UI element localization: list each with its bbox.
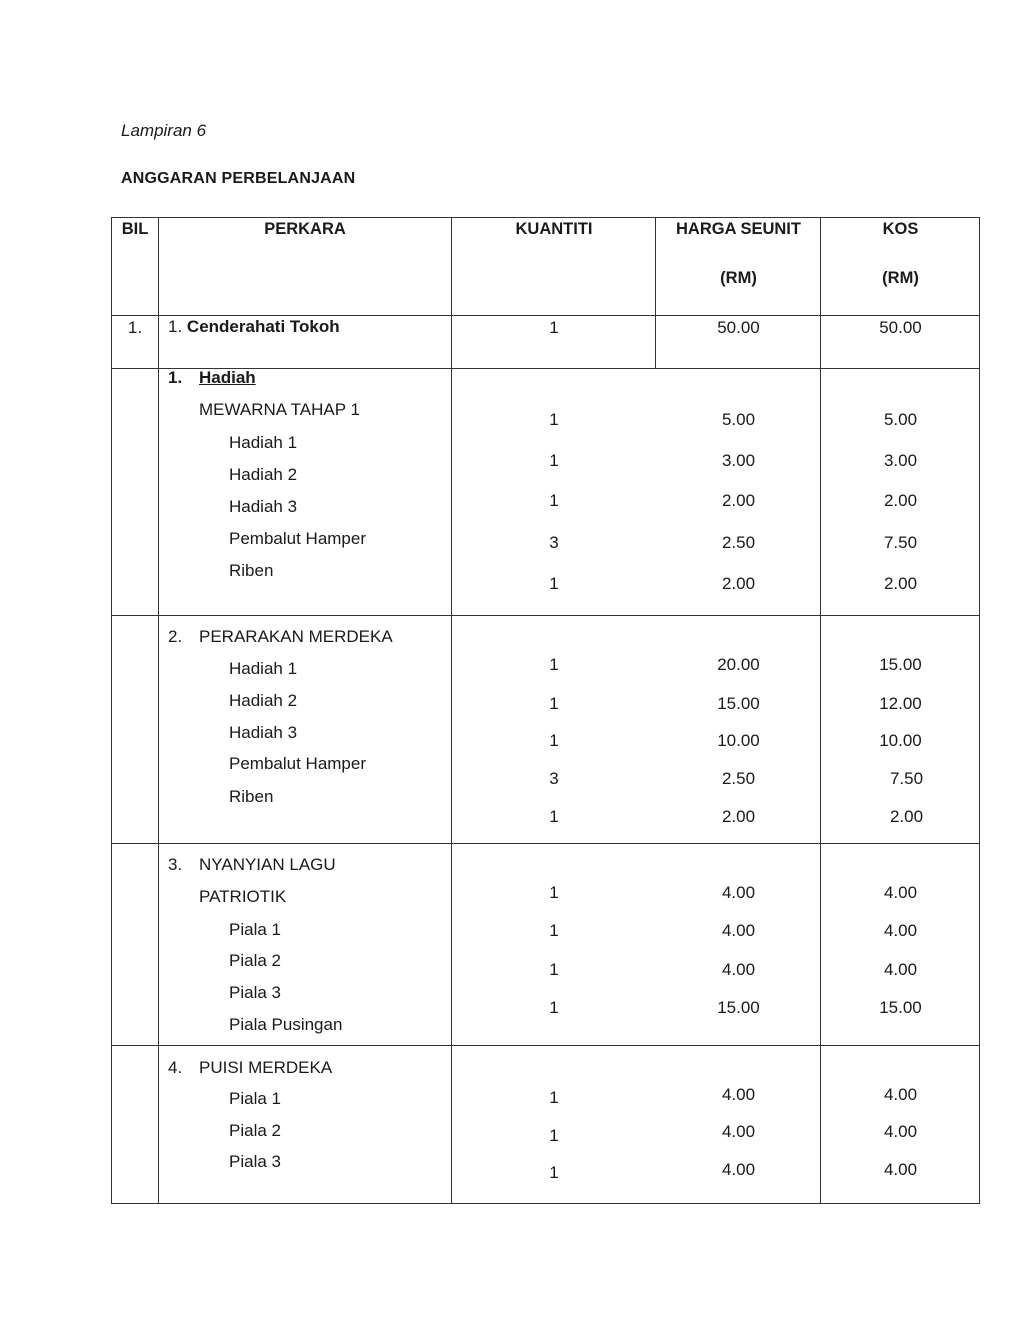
section-price: 2.00: [721, 491, 756, 510]
section-qty: 1: [549, 807, 559, 826]
section-qty: 1: [549, 998, 559, 1017]
row-qty: 1: [549, 318, 559, 337]
section-qty: 1: [549, 574, 559, 593]
appendix-label: Lampiran 6: [121, 121, 207, 140]
page-title: ANGGARAN PERBELANJAAN: [121, 170, 356, 187]
section-item: Riben: [229, 787, 274, 806]
row-divider: [111, 315, 980, 316]
section-price: 2.50: [721, 769, 756, 788]
section-cost: 4.00: [883, 1160, 918, 1179]
section-qty: 1: [549, 731, 559, 750]
section-cost: 7.50: [889, 769, 924, 788]
section-item: Piala Pusingan: [229, 1015, 343, 1034]
section-number: 2.: [168, 627, 183, 646]
budget-table: [111, 217, 980, 1204]
section-cost: 15.00: [879, 998, 922, 1017]
header-harga-seunit: HARGA SEUNIT: [676, 220, 801, 238]
section-cost: 3.00: [883, 451, 918, 470]
section-qty: 1: [549, 921, 559, 940]
section-item: Pembalut Hamper: [229, 754, 367, 773]
section-price: 4.00: [721, 1085, 756, 1104]
section-number: 3.: [168, 855, 183, 874]
section-qty: 1: [549, 491, 559, 510]
section-price: 5.00: [721, 410, 756, 429]
section-cost: 4.00: [883, 1085, 918, 1104]
section-price: 4.00: [721, 1160, 756, 1179]
section-price: 2.00: [721, 574, 756, 593]
section-cost: 2.00: [883, 491, 918, 510]
section-qty: 1: [549, 410, 559, 429]
table-border-left: [111, 217, 112, 1204]
section-subheading: MEWARNA TAHAP 1: [199, 400, 360, 419]
section-cost: 10.00: [879, 731, 922, 750]
section-item: Piala 1: [229, 920, 281, 939]
section-price: 4.00: [721, 921, 756, 940]
row-divider: [111, 615, 980, 616]
section-qty: 3: [549, 769, 559, 788]
table-border-bottom: [111, 1203, 980, 1204]
section-price: 2.50: [721, 533, 756, 552]
section-cost: 2.00: [889, 807, 924, 826]
section-heading: Hadiah: [199, 368, 256, 387]
section-qty: 1: [549, 960, 559, 979]
section-item: Hadiah 1: [229, 659, 298, 678]
section-item: Piala 3: [229, 1152, 281, 1171]
row-item-number: 1.: [168, 317, 183, 336]
section-item: Piala 2: [229, 951, 281, 970]
row-price: 50.00: [717, 318, 760, 337]
header-kos-unit: (RM): [882, 269, 919, 287]
section-cost: 4.00: [883, 883, 918, 902]
section-qty: 1: [549, 1126, 559, 1145]
section-cost: 7.50: [883, 533, 918, 552]
section-heading: PERARAKAN MERDEKA: [199, 627, 393, 646]
section-cost: 5.00: [883, 410, 918, 429]
section-qty: 1: [549, 1163, 559, 1182]
section-item: Piala 3: [229, 983, 281, 1002]
section-number: 1.: [168, 368, 183, 387]
row-item: [168, 317, 340, 337]
section-item: Pembalut Hamper: [229, 529, 367, 548]
section-price: 15.00: [717, 998, 760, 1017]
section-cost: 4.00: [883, 921, 918, 940]
header-perkara: PERKARA: [264, 220, 346, 238]
section-price: 10.00: [717, 731, 760, 750]
section-cost: 12.00: [879, 694, 922, 713]
header-harga-unit: (RM): [720, 269, 757, 287]
section-price: 4.00: [721, 960, 756, 979]
section-heading: NYANYIAN LAGU: [199, 855, 336, 874]
row-cost: 50.00: [879, 318, 922, 337]
section-price: 20.00: [717, 655, 760, 674]
section-qty: 1: [549, 883, 559, 902]
section-cost: 2.00: [883, 574, 918, 593]
section-item: Piala 2: [229, 1121, 281, 1140]
section-price: 3.00: [721, 451, 756, 470]
column-divider: [158, 217, 159, 1204]
section-qty: 1: [549, 655, 559, 674]
section-qty: 1: [549, 1088, 559, 1107]
header-kos: KOS: [882, 220, 919, 238]
section-heading: PUISI MERDEKA: [199, 1058, 333, 1077]
section-cost: 15.00: [879, 655, 922, 674]
section-item: Riben: [229, 561, 274, 580]
row-divider: [111, 843, 980, 844]
section-item: Hadiah 3: [229, 723, 298, 742]
row-divider: [111, 1045, 980, 1046]
section-item: Hadiah 1: [229, 433, 298, 452]
section-cost: 4.00: [883, 960, 918, 979]
section-item: Hadiah 2: [229, 465, 298, 484]
section-price: 4.00: [721, 883, 756, 902]
row-bil: 1.: [127, 318, 143, 337]
header-bil: BIL: [121, 220, 149, 238]
section-item: Hadiah 3: [229, 497, 298, 516]
section-cost: 4.00: [883, 1122, 918, 1141]
row-item-name: Cenderahati Tokoh: [186, 317, 340, 336]
section-qty: 1: [549, 694, 559, 713]
section-qty: 3: [549, 533, 559, 552]
header-kuantiti: KUANTITI: [515, 220, 593, 238]
section-item: Hadiah 2: [229, 691, 298, 710]
section-price: 2.00: [721, 807, 756, 826]
section-price: 4.00: [721, 1122, 756, 1141]
section-qty: 1: [549, 451, 559, 470]
table-border-top: [111, 217, 980, 218]
section-number: 4.: [168, 1058, 183, 1077]
section-heading-continued: PATRIOTIK: [199, 887, 287, 906]
section-price: 15.00: [717, 694, 760, 713]
section-item: Piala 1: [229, 1089, 281, 1108]
column-divider: [655, 217, 656, 368]
